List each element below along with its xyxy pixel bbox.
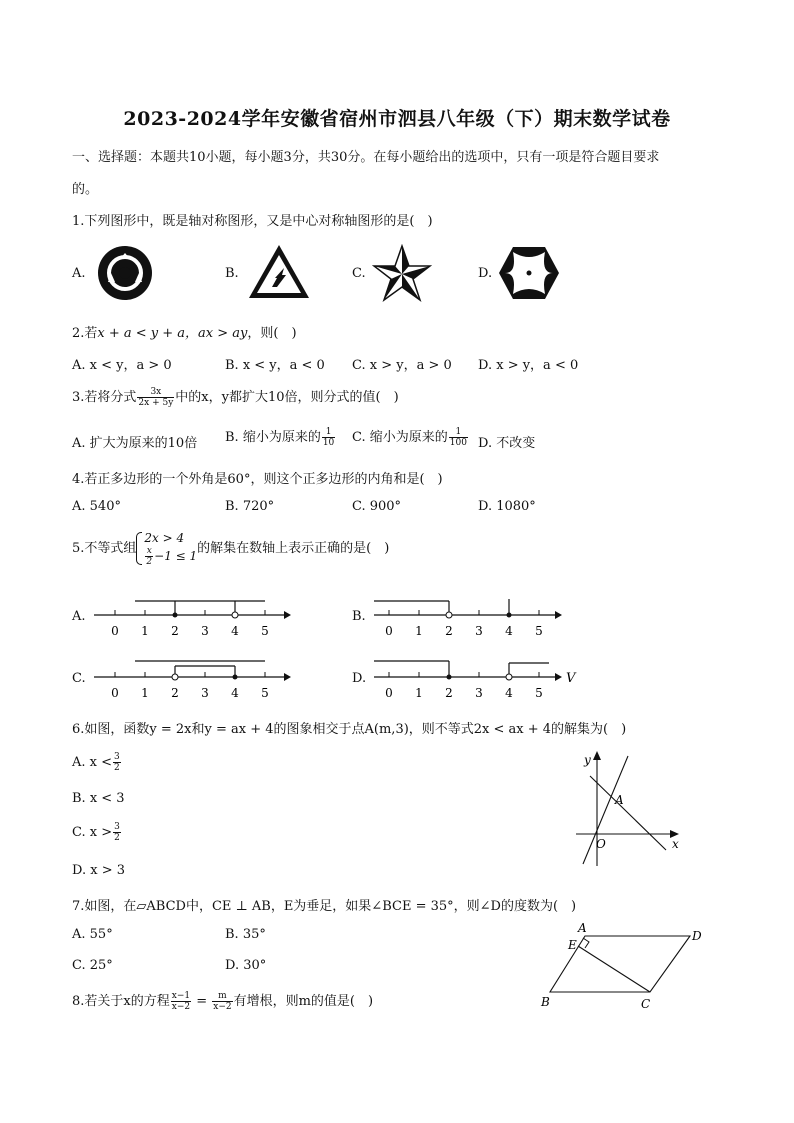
q7-option-b: B. 35°	[225, 927, 266, 942]
q5-d-tick-label: 1	[415, 686, 423, 700]
q2-option-b: B. x < y，a < 0	[225, 358, 325, 373]
q7-option-c: C. 25°	[72, 958, 113, 973]
q5-b-open-point	[446, 612, 452, 618]
q5-numberline-a	[92, 595, 292, 643]
q5-a-tick-label: 5	[261, 624, 269, 638]
q4-option-c: C. 900°	[352, 499, 402, 514]
q5-a-open-point	[232, 612, 238, 618]
q5-a-tick-label: 4	[231, 624, 239, 638]
q6-option-d: D. x > 3	[72, 863, 125, 878]
q5-a-tick-label: 0	[111, 624, 119, 638]
q6-graph-figure	[570, 748, 690, 872]
q1-option-c: C.	[352, 266, 366, 281]
q5-a-tick-label: 1	[141, 624, 149, 638]
q6-stem: 6.如图，函数y = 2x和y = ax + 4的图象相交于点A(m,3)，则不等式2x < ax + 4的解集为( )	[72, 722, 627, 737]
q1-option-d: D.	[478, 266, 493, 281]
q3-option-b-text: B. 缩小为原来的	[225, 430, 321, 445]
q6-option-a	[72, 752, 122, 773]
q3-option-c-num: 1	[449, 427, 468, 438]
q3-frac-den: 2x + 5y	[138, 398, 174, 408]
q1-figure-c-star	[372, 244, 432, 302]
q6-option-c-den: 2	[114, 833, 120, 843]
q1-option-b: B.	[225, 266, 239, 281]
q6-option-a-den: 2	[114, 763, 120, 773]
q3-option-b-fraction	[322, 427, 335, 448]
q5-d-tick-label: 2	[445, 686, 453, 700]
q5-stem-suffix: 的解集在数轴上表示正确的是( )	[197, 541, 390, 556]
q5-a-tick-label: 2	[171, 624, 179, 638]
q5-b-tick-label: 0	[385, 624, 393, 638]
q3-stem	[72, 386, 399, 408]
q5-numberline-d	[372, 657, 582, 705]
q6-option-a-text: A. x <	[72, 755, 113, 770]
q8-stem-prefix: 8.若关于x的方程	[72, 994, 170, 1009]
q5-c-tick-label: 1	[141, 686, 149, 700]
q5-stem	[72, 530, 389, 567]
q5-d-open-point	[506, 674, 512, 680]
q5-option-c-label: C.	[72, 671, 86, 686]
q3-frac-num: 3x	[137, 387, 174, 398]
q5-b-tick-label: 2	[445, 624, 453, 638]
q3-option-c	[352, 426, 469, 448]
q5-c-tick-label: 0	[111, 686, 119, 700]
q5-numberline-c	[92, 657, 292, 705]
q5-c-solid-point	[233, 675, 238, 680]
q5-option-a-label: A.	[72, 609, 86, 624]
q5-b-tick-label: 3	[475, 624, 483, 638]
q5-option-d-label: D.	[352, 671, 367, 686]
q8-frac2	[212, 991, 232, 1012]
q5-d-tick-label: 3	[475, 686, 483, 700]
q3-stem-fraction	[137, 387, 174, 408]
q5-b-tick-label: 4	[505, 624, 513, 638]
section-heading-line2: 的。	[72, 182, 99, 197]
q1-figure-b-warning-sign	[246, 242, 312, 302]
q8-stem	[72, 990, 373, 1012]
q5-d-tick-label: 0	[385, 686, 393, 700]
q6-option-b: B. x < 3	[72, 791, 125, 806]
q6-option-c-text: C. x >	[72, 825, 113, 840]
q7-stem: 7.如图，在▱ABCD中，CE ⊥ AB，E为垂足，如果∠BCE = 35°，则∠D的度数为( )	[72, 899, 577, 914]
q8-equals: =	[192, 994, 212, 1009]
q5-sys-frac	[145, 546, 153, 567]
q3-option-d: D. 不改变	[478, 436, 536, 451]
q7-fig-label-a: A	[578, 921, 587, 935]
q2-option-d: D. x > y，a < 0	[478, 358, 579, 373]
page-title: 2023-2024学年安徽省宿州市泗县八年级（下）期末数学试卷	[123, 108, 671, 130]
q2-stem-math: x + a < y + a，ax > ay	[97, 326, 248, 341]
q8-frac1-num: x−1	[171, 991, 191, 1001]
q8-frac2-den: x−2	[213, 1002, 232, 1012]
q3-option-b-num: 1	[322, 427, 335, 438]
q4-option-d: D. 1080°	[478, 499, 536, 514]
q5-a-tick-label: 3	[201, 624, 209, 638]
q4-stem: 4.若正多边形的一个外角是60°，则这个正多边形的内角和是( )	[72, 472, 443, 487]
q3-stem-suffix: 中的x，y都扩大10倍，则分式的值( )	[175, 390, 399, 405]
q5-numberline-b	[372, 595, 572, 643]
q5-sys-frac-num: x	[146, 546, 152, 556]
q3-stem-prefix: 3.若将分式	[72, 390, 137, 405]
q7-fig-label-d: D	[692, 929, 702, 943]
q8-stem-suffix: 有增根，则m的值是( )	[233, 994, 374, 1009]
q3-option-b	[225, 426, 336, 448]
q7-option-d: D. 30°	[225, 958, 267, 973]
section-heading-line1: 一、选择题：本题共10小题，每小题3分，共30分。在每小题给出的选项中，只有一项是符合题目要求	[72, 150, 660, 165]
q8-frac2-num: m	[212, 991, 232, 1002]
q5-d-tick-label: 5	[535, 686, 543, 700]
q5-c-tick-label: 2	[171, 686, 179, 700]
q8-frac1	[171, 991, 191, 1012]
q6-fig-label-a: A	[615, 793, 624, 807]
q6-fig-label-o: O	[596, 837, 606, 851]
q5-b-solid-point	[507, 613, 512, 618]
q5-b-tick-label: 5	[535, 624, 543, 638]
q2-option-a: A. x < y，a > 0	[72, 358, 172, 373]
q1-option-a: A.	[72, 266, 86, 281]
q5-option-b-label: B.	[352, 609, 366, 624]
q8-frac1-den: x−2	[171, 1002, 191, 1012]
q5-b-tick-label: 1	[415, 624, 423, 638]
q5-c-tick-label: 3	[201, 686, 209, 700]
q5-d-tick-label: 4	[505, 686, 513, 700]
q7-fig-label-c: C	[641, 997, 651, 1011]
q5-sys-line1: 2x > 4	[144, 531, 185, 545]
q6-fig-label-y: y	[584, 753, 591, 767]
q6-option-a-fraction	[113, 752, 121, 773]
q7-segment-ce	[578, 946, 650, 992]
q2-stem-prefix: 2.若	[72, 326, 98, 341]
q5-sys-line2-rest: −1 ≤ 1	[154, 549, 198, 563]
q6-option-a-num: 3	[114, 752, 120, 762]
q5-d-solid-point	[447, 675, 452, 680]
q3-option-c-den: 100	[449, 438, 467, 448]
q5-stem-prefix: 5.不等式组	[72, 541, 137, 556]
q1-figure-d-hexagon	[497, 244, 561, 302]
q7-fig-label-e: E	[568, 938, 577, 952]
q4-option-a: A. 540°	[72, 499, 121, 514]
q7-option-a: A. 55°	[72, 927, 113, 942]
q5-c-tick-label: 4	[231, 686, 239, 700]
q3-option-b-den: 10	[322, 438, 335, 448]
q6-option-c-num: 3	[114, 822, 120, 832]
q5-sys-line2	[144, 546, 197, 567]
q2-stem-suffix: ，则( )	[247, 326, 297, 341]
q5-a-solid-point	[173, 613, 178, 618]
q5-sys-frac-den: 2	[146, 557, 153, 567]
q1-stem: 1.下列图形中，既是轴对称图形，又是中心对称轴图形的是( )	[72, 214, 433, 229]
q2-stem	[72, 322, 297, 341]
q5-c-tick-label: 5	[261, 686, 269, 700]
q2-option-c: C. x > y，a > 0	[352, 358, 452, 373]
q7-fig-label-b: B	[541, 995, 550, 1009]
q1-figure-a-roundabout-sign	[96, 244, 154, 302]
q4-option-b: B. 720°	[225, 499, 275, 514]
q5-c-open-point	[172, 674, 178, 680]
q6-option-c-fraction	[113, 822, 121, 843]
q3-option-a: A. 扩大为原来的10倍	[72, 436, 198, 451]
q3-option-c-fraction	[449, 427, 468, 448]
q3-option-c-text: C. 缩小为原来的	[352, 430, 448, 445]
q6-option-c	[72, 822, 122, 843]
q7-parallelogram-figure	[538, 920, 714, 1014]
q5-d-extra-mark: V	[566, 671, 576, 686]
q6-fig-label-x: x	[672, 837, 679, 851]
q5-inequality-system	[136, 530, 197, 567]
